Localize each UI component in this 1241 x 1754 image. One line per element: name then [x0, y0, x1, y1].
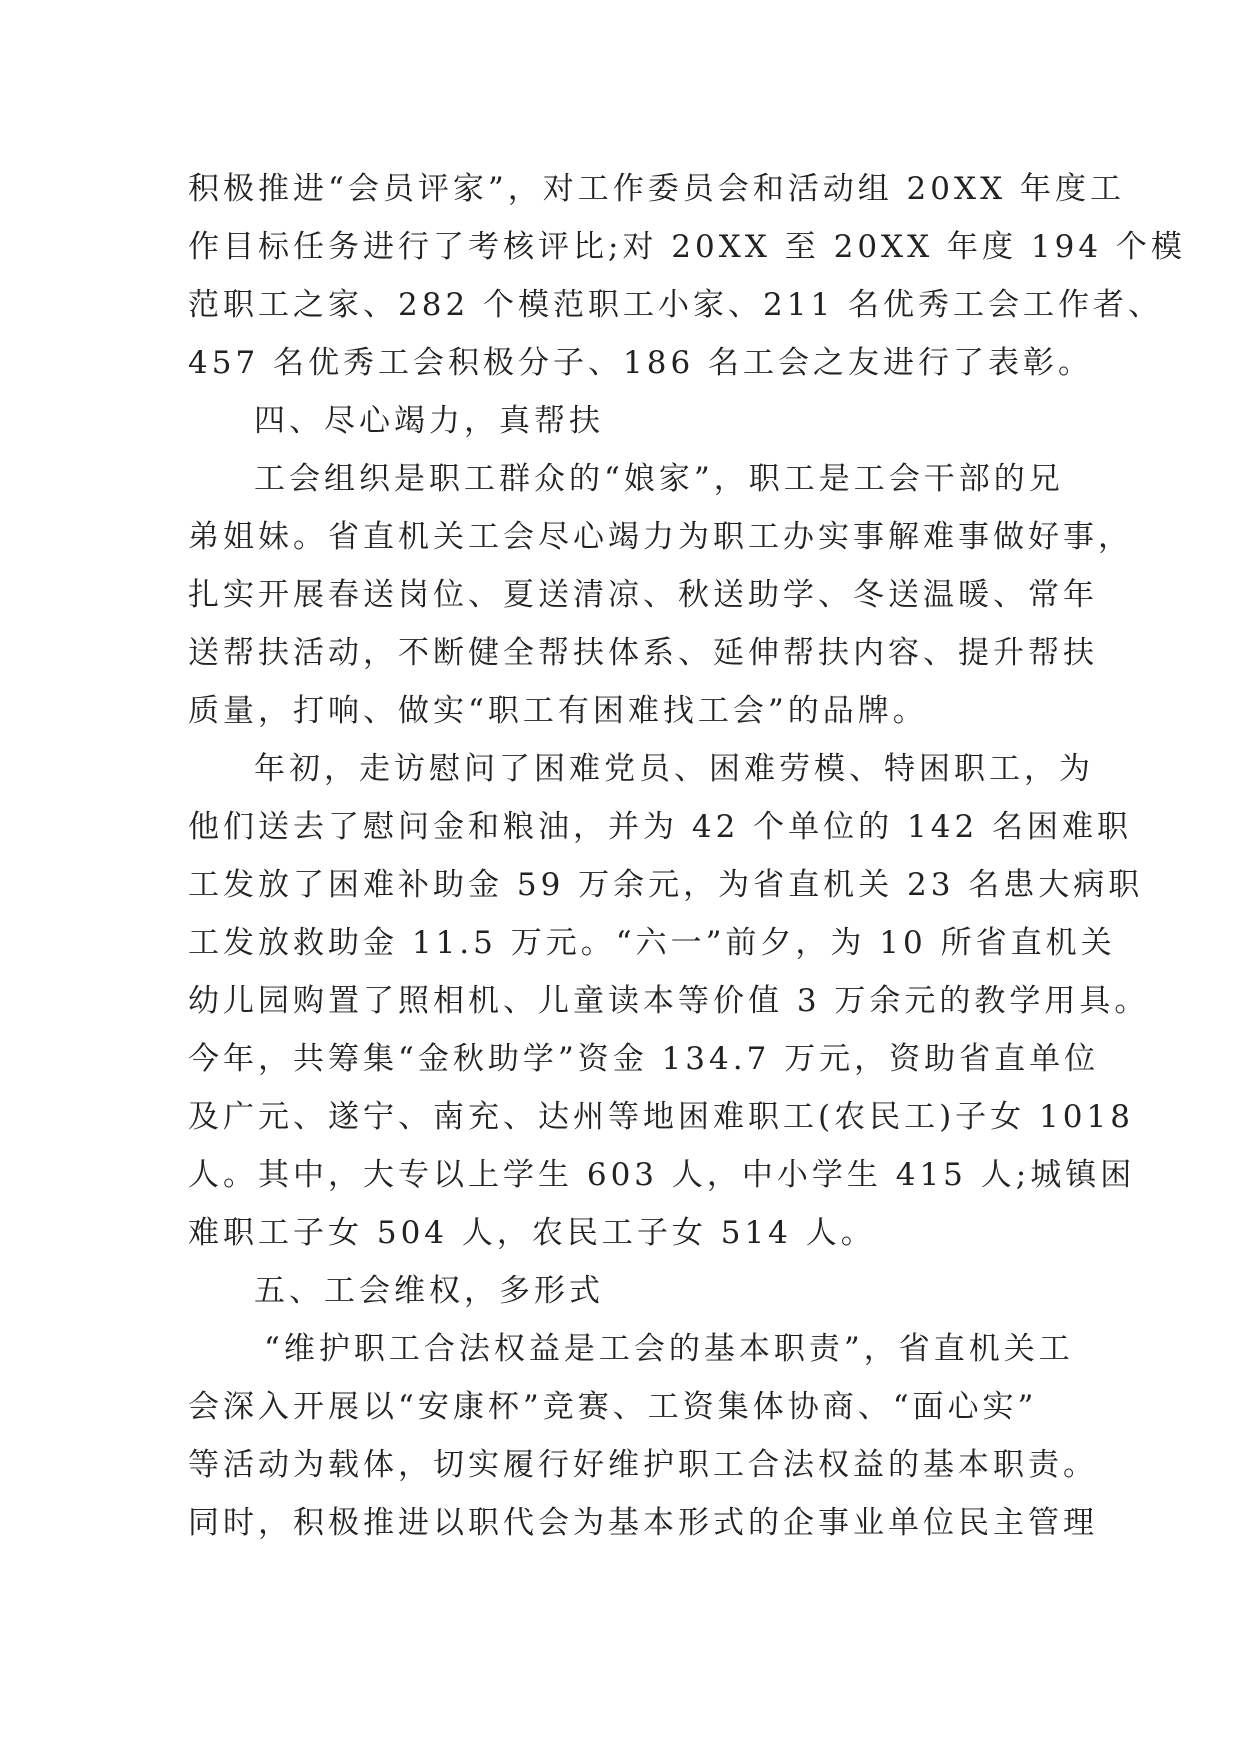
text-line: 同时，积极推进以职代会为基本形式的企事业单位民主管理 [188, 1505, 1098, 1541]
text-line: 扎实开展春送岗位、夏送清凉、秋送助学、冬送温暖、常年 [188, 577, 1098, 613]
text-line: 及广元、遂宁、南充、达州等地困难职工(农民工)子女 1018 [188, 1099, 1134, 1135]
text-line: 等活动为载体，切实履行好维护职工合法权益的基本职责。 [188, 1447, 1098, 1483]
section-heading: 四、尽心竭力，真帮扶 [254, 403, 604, 439]
text-line: 难职工子女 504 人，农民工子女 514 人。 [188, 1215, 876, 1251]
text-line: 送帮扶活动，不断健全帮扶体系、延伸帮扶内容、提升帮扶 [188, 635, 1098, 671]
text-line: 质量，打响、做实“职工有困难找工会”的品牌。 [188, 693, 928, 729]
text-line: “维护职工合法权益是工会的基本职责”，省直机关工 [264, 1331, 1074, 1367]
text-line: 工会组织是职工群众的“娘家”，职工是工会干部的兄 [254, 461, 1064, 497]
text-line: 范职工之家、282 个模范职工小家、211 名优秀工会工作者、 [188, 287, 1164, 323]
text-line: 年初，走访慰问了困难党员、困难劳模、特困职工，为 [254, 751, 1094, 787]
text-line: 会深入开展以“安康杯”竞赛、工资集体协商、“面心实” [188, 1389, 1038, 1425]
text-line: 457 名优秀工会积极分子、186 名工会之友进行了表彰。 [188, 345, 1094, 381]
text-line: 幼儿园购置了照相机、儿童读本等价值 3 万余元的教学用具。 [188, 983, 1150, 1019]
text-line: 弟姐妹。省直机关工会尽心竭力为职工办实事解难事做好事， [188, 519, 1133, 555]
document-page [188, 160, 1186, 1552]
text-line: 他们送去了慰问金和粮油，并为 42 个单位的 142 名困难职 [188, 809, 1133, 845]
text-line: 人。其中，大专以上学生 603 人，中小学生 415 人;城镇困 [188, 1157, 1136, 1193]
section-heading: 五、工会维权，多形式 [254, 1273, 604, 1309]
text-line: 今年，共筹集“金秋助学”资金 134.7 万元，资助省直单位 [188, 1041, 1100, 1077]
text-line: 作目标任务进行了考核评比;对 20XX 至 20XX 年度 194 个模 [188, 229, 1186, 265]
text-line: 积极推进“会员评家”，对工作委员会和活动组 20XX 年度工 [188, 171, 1125, 207]
text-line: 工发放救助金 11.5 万元。“六一”前夕，为 10 所省直机关 [188, 925, 1116, 961]
text-line: 工发放了困难补助金 59 万余元，为省直机关 23 名患大病职 [188, 867, 1144, 903]
